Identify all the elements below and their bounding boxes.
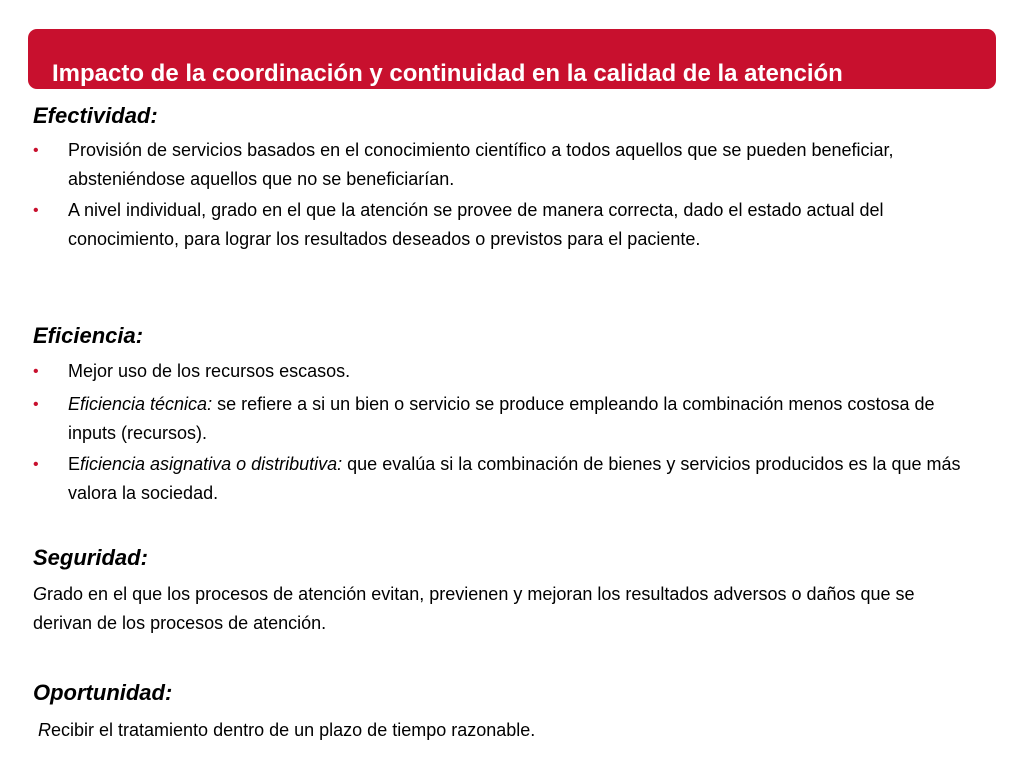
bullet-icon: • <box>33 142 39 159</box>
list-item-text <box>68 390 963 448</box>
first-letter: R <box>38 720 51 740</box>
seguridad-paragraph <box>33 580 963 638</box>
bullet-icon: • <box>33 363 39 380</box>
paragraph-text: rado en el que los procesos de atención evitan, previenen y mejoran los resultados adversos o daños que se derivan de los procesos de atención. <box>33 584 915 633</box>
bullet-icon: • <box>33 202 39 219</box>
list-item-text: Mejor uso de los recursos escasos. <box>68 361 351 381</box>
first-letter: G <box>33 584 48 604</box>
paragraph-text: ecibir el tratamiento dentro de un plazo de tiempo razonable. <box>51 720 536 740</box>
list-item <box>33 136 963 194</box>
list-item <box>33 357 963 386</box>
list-item <box>33 196 963 254</box>
list-item-text <box>68 450 963 508</box>
heading-eficiencia: Eficiencia: <box>33 323 144 348</box>
heading-seguridad: Seguridad: <box>33 545 148 570</box>
list-item-text: Provisión de servicios basados en el conocimiento científico a todos aquellos que se pueden beneficiar, absteniéndose aquellos que no se beneficiarían. <box>68 140 894 189</box>
slide-title: Impacto de la coordinación y continuidad en la calidad de la atención <box>52 60 843 87</box>
list-item <box>33 390 963 448</box>
bullet-icon: • <box>33 456 39 473</box>
list-item-text: A nivel individual, grado en el que la atención se provee de manera correcta, dado el estado actual del conocimiento, para lograr los resultados deseados o previstos para el paciente. <box>68 200 884 249</box>
bullet-icon: • <box>33 396 39 413</box>
list-item <box>33 450 963 508</box>
definition-text: que evalúa si la combinación de bienes y servicios producidos es la que más valora la sociedad. <box>68 454 961 503</box>
heading-oportunidad: Oportunidad: <box>33 680 173 705</box>
heading-efectividad: Efectividad: <box>33 103 158 128</box>
oportunidad-paragraph <box>38 716 968 745</box>
term-eficiencia-tecnica: Eficiencia técnica: <box>68 394 213 414</box>
definition-text: se refiere a si un bien o servicio se produce empleando la combinación menos costosa de inputs (recursos). <box>68 394 935 443</box>
term-lead-letter: E <box>68 454 81 474</box>
term-eficiencia-asignativa: ficiencia asignativa o distributiva: <box>80 454 343 474</box>
